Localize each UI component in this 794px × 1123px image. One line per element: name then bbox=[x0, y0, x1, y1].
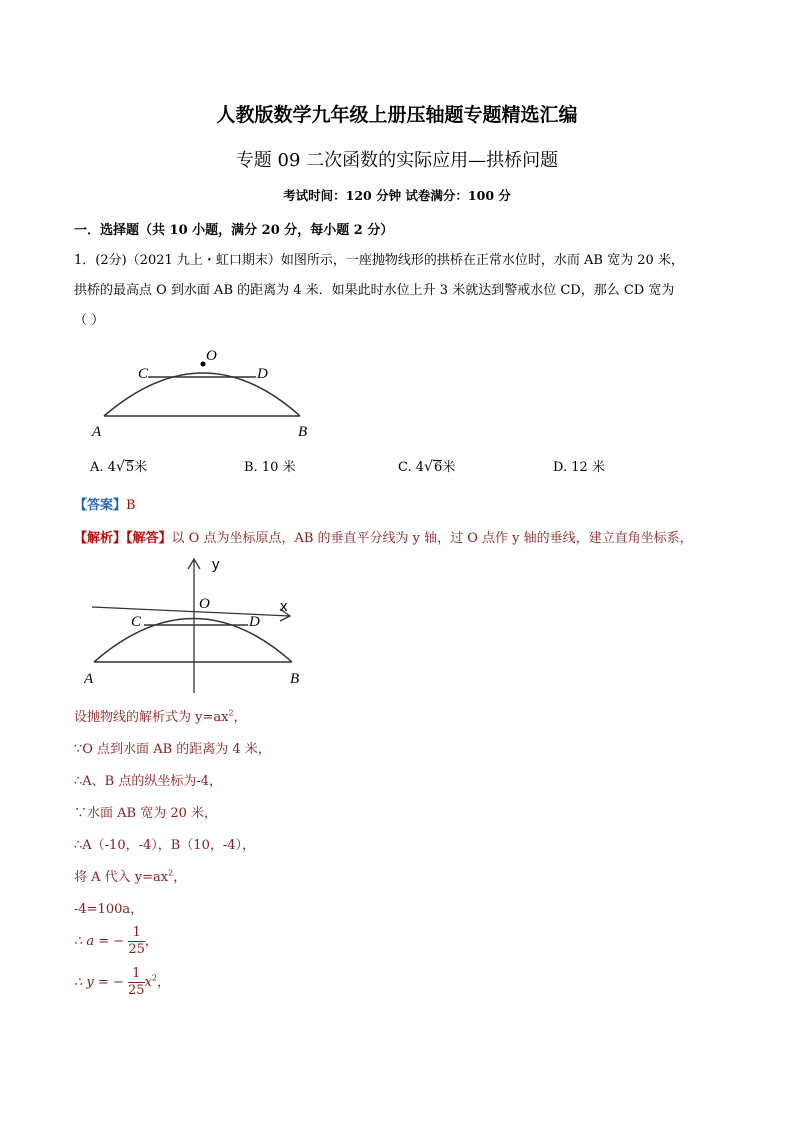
x-axis bbox=[92, 607, 290, 616]
question-line-2: 拱桥的最高点 O 到水面 AB 的距离为 4 米．如果此时水位上升 3 米就达到警戒水位 CD，那么 CD 宽为 bbox=[74, 283, 675, 298]
fraction-1-25b: $\frac{1}{25}$ bbox=[127, 966, 145, 998]
option-d: D. 12 米 bbox=[553, 460, 605, 475]
solution-step-3: ∴A、B 点的纵坐标为-4， bbox=[74, 774, 223, 789]
vertex-point bbox=[201, 362, 206, 367]
label-o: O bbox=[206, 348, 217, 364]
fraction-1-25: $\frac{1}{25}$ bbox=[128, 925, 145, 957]
label-c2: C bbox=[131, 614, 142, 630]
solution-step-1: 设抛物线的解析式为 $y=ax^2$， bbox=[74, 708, 247, 725]
document-title: 人教版数学九年级上册压轴题专题精选汇编 bbox=[216, 104, 578, 126]
solution-step-5: ∴A（-10，-4），B（10，-4）， bbox=[74, 838, 256, 853]
label-b: B bbox=[298, 424, 308, 440]
arch-curve bbox=[104, 373, 300, 416]
analysis-line bbox=[74, 527, 774, 546]
answer-tag: 【答案】 bbox=[74, 498, 127, 513]
solution-step-7: -4=100a， bbox=[74, 902, 144, 917]
solution-step-8: ∴ a = − $\frac{1}{25}$ ， bbox=[74, 925, 158, 957]
question-line-3: （ ） bbox=[74, 313, 105, 328]
label-a: A bbox=[92, 424, 102, 440]
question-line-1: 1．(2分)（2021 九上・虹口期末）如图所示，一座抛物线形的拱桥在正常水位时，水而 AB 宽为 20 米， bbox=[74, 253, 684, 268]
analysis-text: 以 O 点为坐标原点，AB 的垂直平分线为 y 轴，过 O 点作 y 轴的垂线，建立直角坐标系， bbox=[171, 531, 693, 546]
label-d2: D bbox=[249, 614, 260, 630]
answer-value: B bbox=[126, 498, 136, 513]
option-c: C. 4√6米 bbox=[398, 459, 456, 475]
solution-step-6: 将 A 代入 $y=ax^2$， bbox=[74, 868, 187, 885]
arch-bridge-figure bbox=[88, 340, 328, 440]
label-x: x bbox=[280, 598, 288, 615]
label-o2: O bbox=[199, 596, 210, 612]
analysis-tag: 【解析】【解答】 bbox=[74, 531, 172, 546]
option-a: A. 4√5米 bbox=[90, 459, 148, 475]
section-heading: 一．选择题（共 10 小题，满分 20 分，每小题 2 分） bbox=[74, 223, 394, 238]
exam-meta: 考试时间：120 分钟 试卷满分：100 分 bbox=[283, 188, 511, 203]
label-b2: B bbox=[290, 671, 300, 687]
solution-step-2: ∵O 点到水面 AB 的距离为 4 米， bbox=[74, 742, 271, 757]
label-y: y bbox=[212, 556, 220, 573]
solution-step-4: ∵水面 AB 宽为 20 米， bbox=[74, 806, 218, 821]
label-d: D bbox=[257, 366, 268, 382]
coordinate-figure bbox=[84, 553, 316, 698]
label-a2: A bbox=[84, 671, 94, 687]
answer-line bbox=[74, 494, 136, 513]
label-c: C bbox=[138, 366, 149, 382]
document-subtitle: 专题 09 二次函数的实际应用—拱桥问题 bbox=[235, 150, 559, 171]
solution-step-9: ∴ y = − $\frac{1}{25}$ $x^2$， bbox=[74, 966, 170, 998]
option-b: B. 10 米 bbox=[244, 460, 296, 475]
